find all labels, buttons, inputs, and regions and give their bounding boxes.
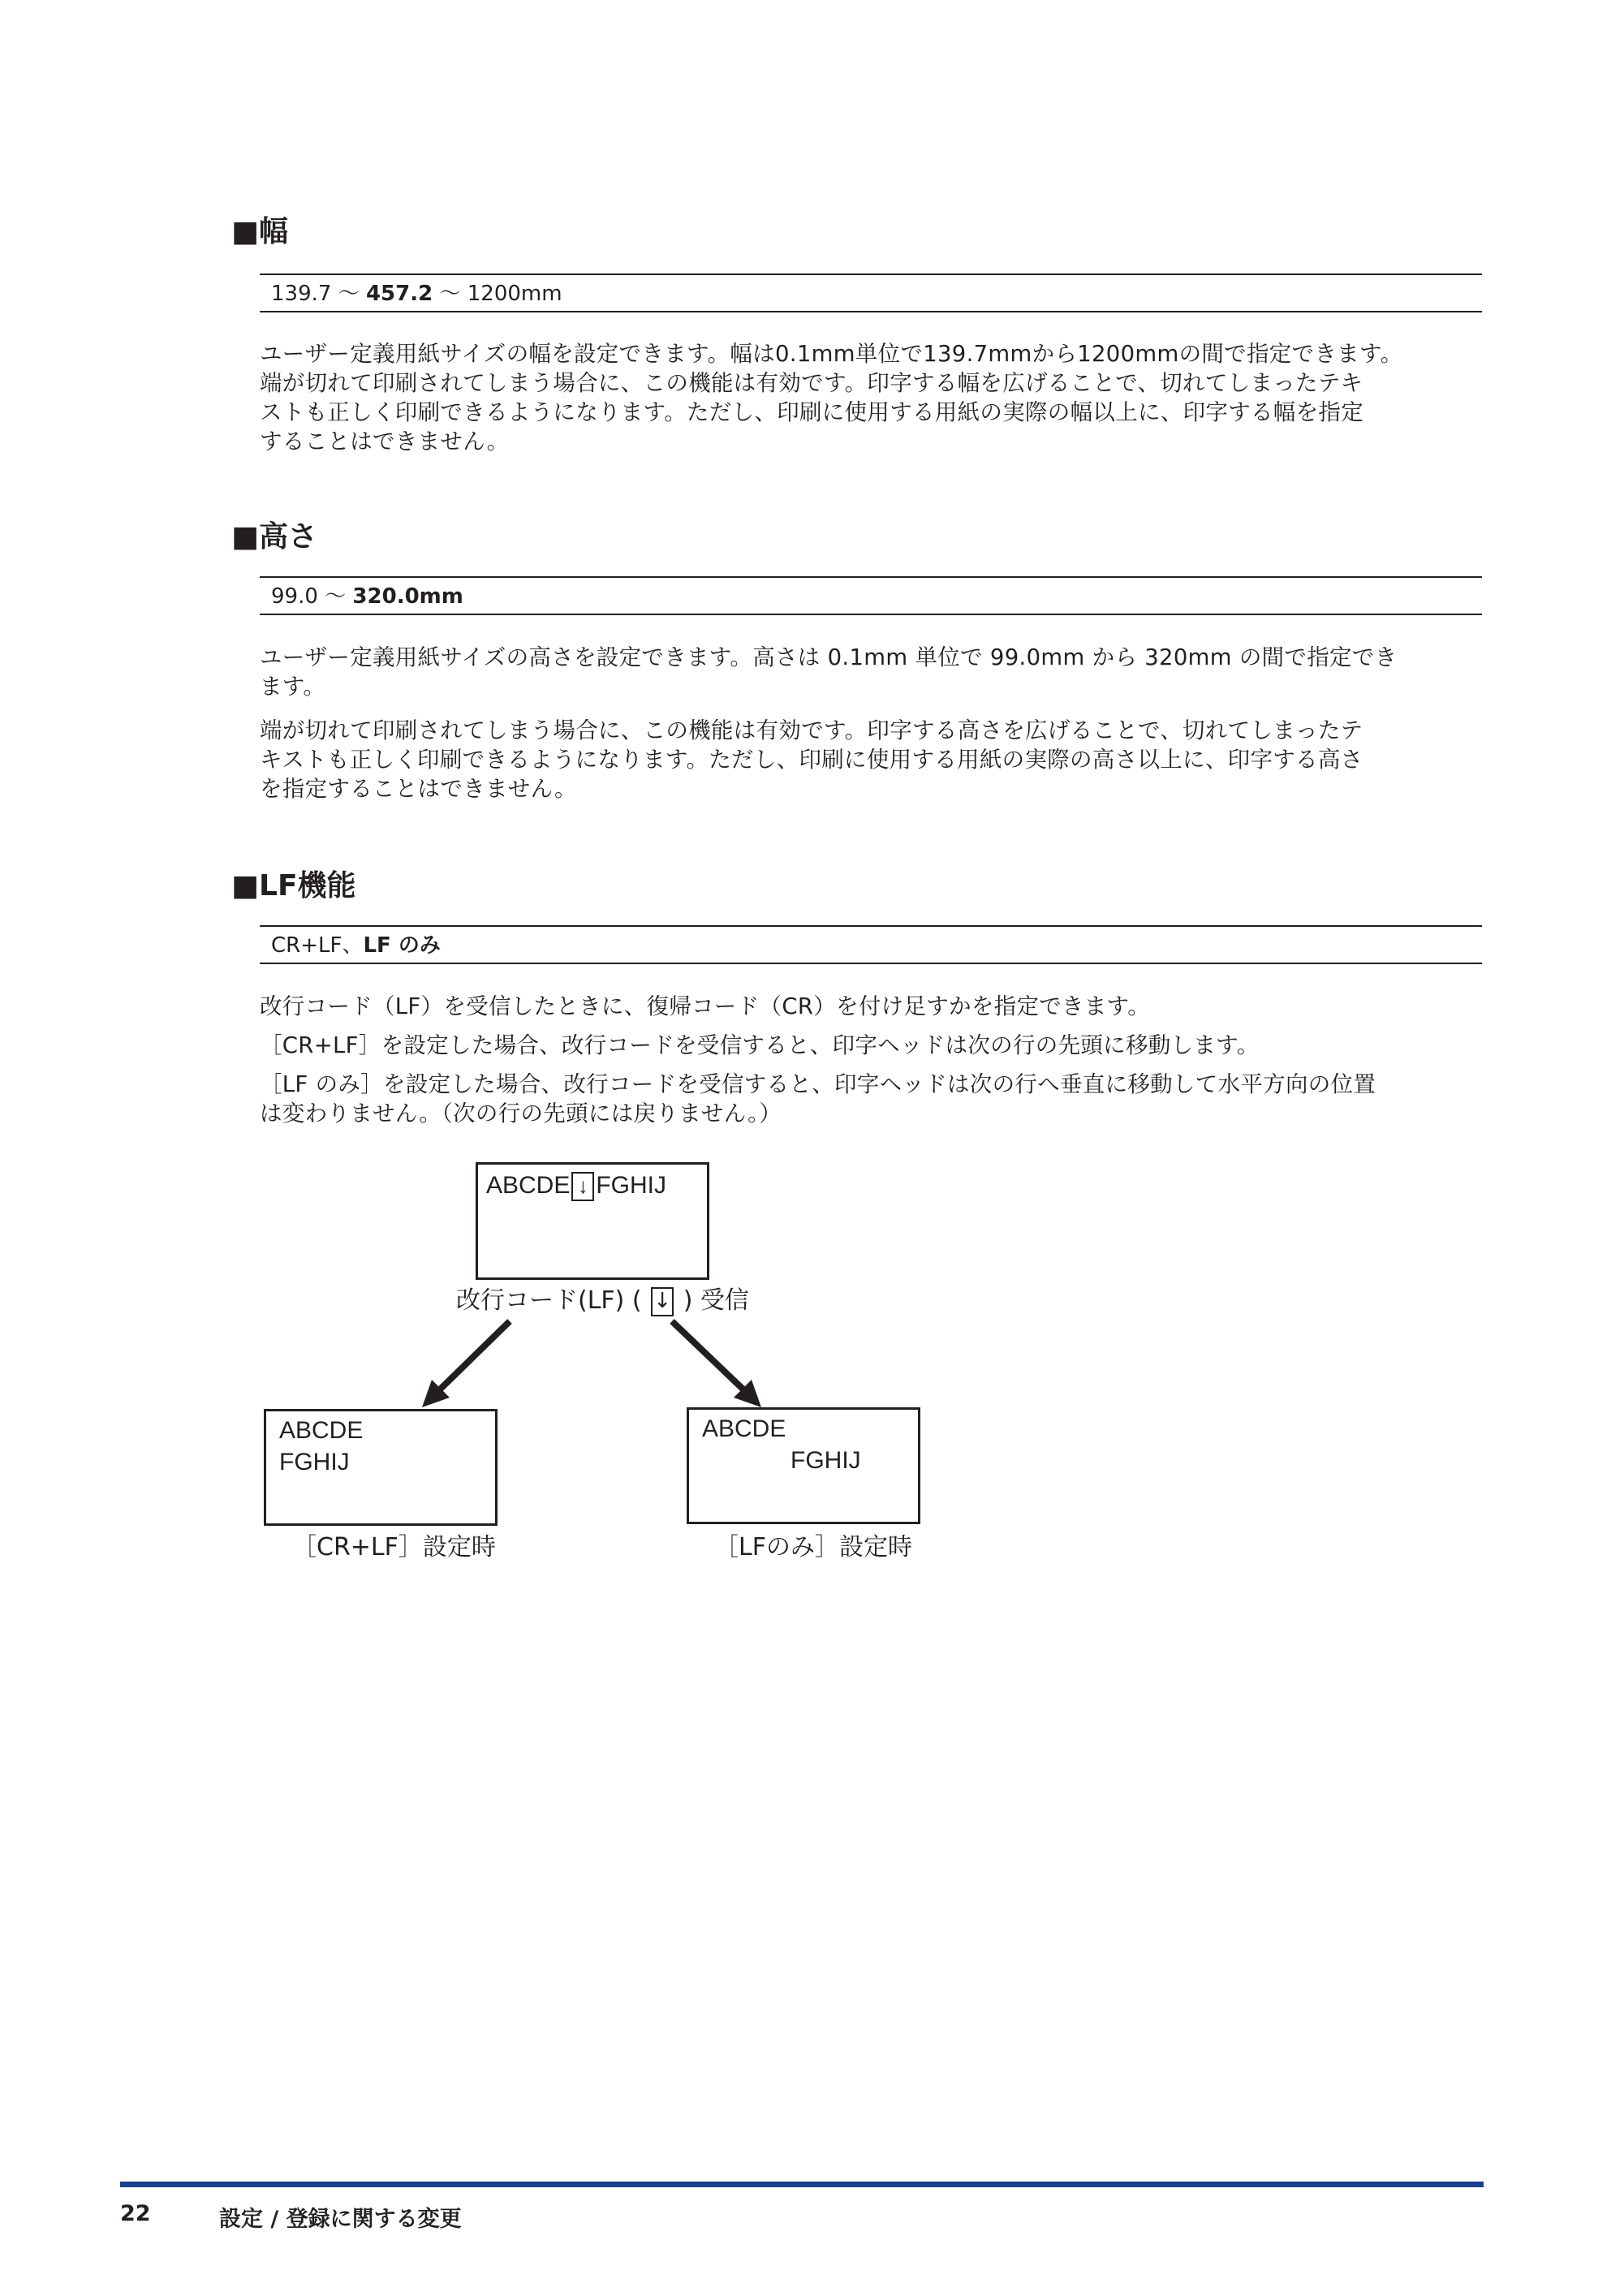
lf-description-line: は変わりません。（次の行の先頭には戻りません。） — [260, 1101, 782, 1126]
input-text-after: FGHIJ — [596, 1172, 667, 1199]
chapter-title: 設定 / 登録に関する変更 — [219, 2207, 462, 2232]
line-feed-arrow-icon: ↓ — [571, 1172, 594, 1201]
height-description-line: 端が切れて印刷されてしまう場合に、この機能は有効です。印字する高さを広げることで、切れてしまったテ — [260, 717, 1363, 743]
height-range-min: 99.0 〜 — [271, 584, 353, 609]
crlf-line-2: FGHIJ — [279, 1449, 350, 1475]
lf-description-line: ［CR+LF］を設定した場合、改行コードを受信すると、印字ヘッドは次の行の先頭に移動します。 — [260, 1032, 1260, 1058]
diagram-lf-only-box — [687, 1407, 920, 1524]
lf-only-line-2: FGHIJ — [790, 1447, 861, 1474]
footer-rule — [120, 2182, 1484, 2187]
diagram-crlf-box — [264, 1409, 498, 1526]
receive-label-before: 改行コード(LF) ( — [456, 1286, 650, 1315]
line-feed-arrow-icon: ↓ — [651, 1287, 674, 1316]
lf-description-line: 改行コード（LF）を受信したときに、復帰コード（CR）を付け足すかを指定できます。 — [260, 993, 1151, 1019]
height-description-line: キストも正しく印刷できるようになります。ただし、印刷に使用する用紙の実際の高さ以上に、印字する高さ — [260, 747, 1363, 773]
lf-only-line-1: ABCDE — [702, 1415, 786, 1442]
lf-description-line: ［LF のみ］を設定した場合、改行コードを受信すると、印字ヘッドは次の行へ垂直に移動して水平方向の位置 — [260, 1071, 1376, 1097]
receive-label-after: ) 受信 — [675, 1286, 749, 1315]
height-description-line: を指定することはできません。 — [260, 776, 577, 802]
arrow-to-lf-only — [672, 1321, 761, 1407]
lf-only-caption: ［LFのみ］設定時 — [714, 1533, 912, 1562]
height-description-line: ます。 — [260, 674, 326, 700]
width-range-max: 〜 1200mm — [433, 282, 562, 306]
page-number: 22 — [120, 2201, 151, 2226]
lf-option-default: LF のみ — [363, 933, 441, 958]
height-description-line: ユーザー定義用紙サイズの高さを設定できます。高さは 0.1mm 単位で 99.0mm から 320mm の間で指定でき — [260, 644, 1398, 670]
width-description-line: することはできません。 — [260, 429, 510, 454]
input-text-before: ABCDE — [486, 1172, 571, 1199]
width-description-line: ユーザー定義用紙サイズの幅を設定できます。幅は0.1mm単位で139.7mmから1200mmの間で指定できます。 — [260, 341, 1403, 367]
crlf-caption: ［CR+LF］設定時 — [292, 1533, 496, 1562]
height-range-default: 320.0mm — [352, 584, 463, 609]
width-range-default: 457.2 — [365, 282, 433, 306]
width-description-line: ストも正しく印刷できるようになります。ただし、印刷に使用する用紙の実際の幅以上に、印字する幅を指定 — [260, 399, 1363, 425]
crlf-line-1: ABCDE — [279, 1417, 364, 1444]
section-heading-width: ■幅 — [231, 215, 289, 248]
width-description-line: 端が切れて印刷されてしまう場合に、この機能は有効です。印字する幅を広げることで、切れてしまったテキ — [260, 370, 1363, 396]
section-heading-lf: ■LF機能 — [231, 869, 356, 902]
arrow-to-crlf — [422, 1321, 510, 1407]
lf-option-crlf: CR+LF、 — [271, 933, 364, 958]
width-range-min: 139.7 〜 — [271, 282, 366, 306]
section-heading-height: ■高さ — [231, 520, 318, 554]
